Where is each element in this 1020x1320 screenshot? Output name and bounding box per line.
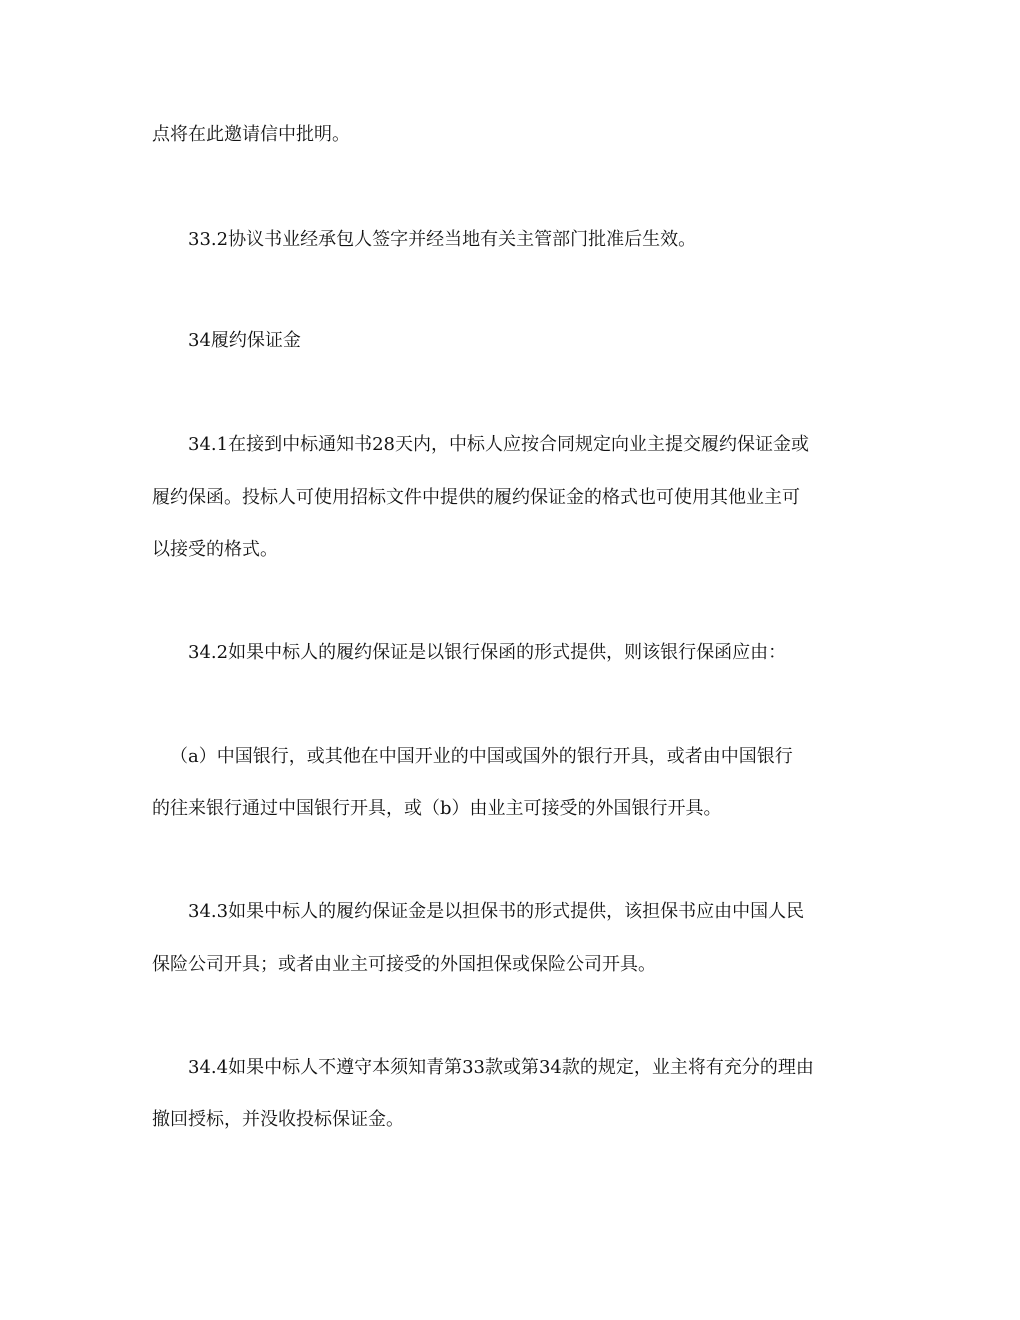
clause-34-1-line-3: 以接受的格式。 (152, 539, 278, 560)
clause-34-3-line-1: 34.3如果中标人的履约保证金是以担保书的形式提供，该担保书应由中国人民 (188, 901, 805, 922)
clause-34-2: 34.2如果中标人的履约保证是以银行保函的形式提供，则该银行保函应由： (188, 642, 787, 663)
section-heading-34: 34履约保证金 (188, 330, 301, 351)
clause-33-2: 33.2协议书业经承包人签字并经当地有关主管部门批准后生效。 (188, 229, 697, 250)
clause-34-2-a-line-1: （a）中国银行，或其他在中国开业的中国或国外的银行开具，或者由中国银行 (170, 746, 793, 767)
clause-34-3-line-2: 保险公司开具；或者由业主可接受的外国担保或保险公司开具。 (152, 954, 656, 975)
clause-34-4-line-1: 34.4如果中标人不遵守本须知青第33款或第34款的规定，业主将有充分的理由 (188, 1057, 814, 1078)
text-line-continuation: 点将在此邀请信中批明。 (152, 124, 350, 145)
clause-34-1-line-1: 34.1在接到中标通知书28天内，中标人应按合同规定向业主提交履约保证金或 (188, 434, 809, 455)
clause-34-2-a-line-2: 的往来银行通过中国银行开具，或（b）由业主可接受的外国银行开具。 (152, 798, 722, 819)
clause-34-1-line-2: 履约保函。投标人可使用招标文件中提供的履约保证金的格式也可使用其他业主可 (152, 487, 800, 508)
clause-34-4-line-2: 撤回授标，并没收投标保证金。 (152, 1109, 404, 1130)
